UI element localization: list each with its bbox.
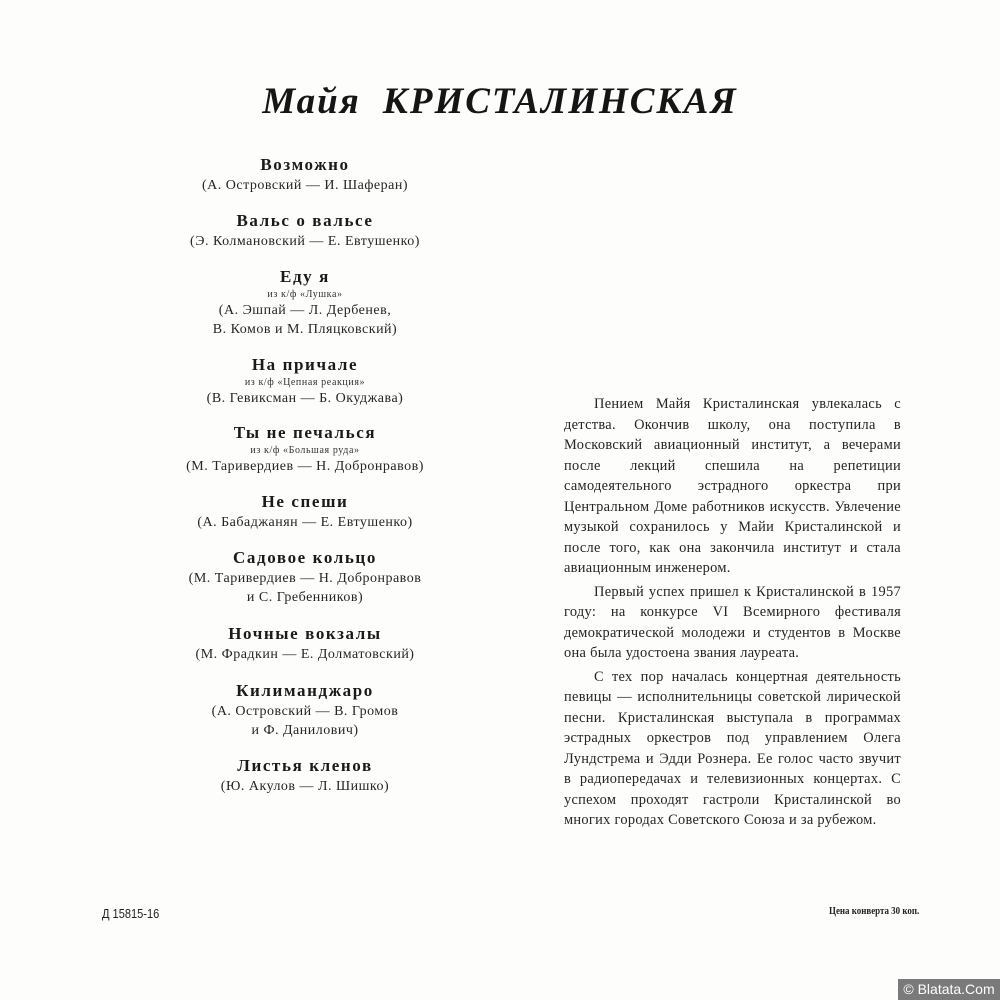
track-film-source: из к/ф «Цепная реакция» xyxy=(244,377,366,388)
track-credits: (А. Островский — В. Громов xyxy=(211,704,399,719)
artist-last-name: КРИСТАЛИНСКАЯ xyxy=(382,81,738,122)
bio-paragraph: Первый успех пришел к Кристалинской в 1957 году: на конкурсе VI Всемирного фестиваля демократической молодежи и студентов в Москве она была удостоена звания лауреата. xyxy=(564,583,901,661)
track-credits: (А. Бабаджанян — Е. Евтушенко) xyxy=(197,515,413,530)
track-title: Ночные вокзалы xyxy=(228,624,382,643)
track-title: Не спеши xyxy=(261,492,349,511)
track-item xyxy=(170,491,440,532)
track-credits: (А. Островский — И. Шаферан) xyxy=(201,178,408,193)
track-item xyxy=(170,210,440,251)
track-credits: (Ю. Акулов — Л. Шишко) xyxy=(220,779,390,794)
track-credits: (В. Гевиксман — Б. Окуджава) xyxy=(206,391,404,406)
track-credits: (М. Фрадкин — Е. Долматовский) xyxy=(195,647,415,662)
track-credits: (А. Эшпай — Л. Дербенев, xyxy=(218,303,392,318)
bio-paragraph: Пением Майя Кристалинская увлекалась с детства. Окончив школу, она поступила в Московский авиационный институт, а вечерами после лекций спешила на репетиции самодеятельного эстрадного оркестра при Центральном Доме работников искусств. Увлечение музыкой сохранилось у Майи Кристалинской и после того, как она закончила институт и стала авиационным инженером. xyxy=(564,396,901,576)
track-item xyxy=(170,422,440,476)
track-item xyxy=(170,154,440,195)
track-title: На причале xyxy=(251,355,359,374)
track-item xyxy=(170,547,440,607)
biography xyxy=(564,394,901,834)
watermark[interactable]: © Blatata.Com xyxy=(898,979,1000,1000)
bio-paragraph: С тех пор началась концертная деятельность певицы — исполнительницы советской лирической песни. Кристалинская выступала в программах эстрадных оркестров под управлением Олега Лундстрема и Эдди Рознера. Ее голос часто звучит в радиопередачах и телевизионных концертах. С успехом проходят гастроли Кристалинской во многих городах Советского Союза и за рубежом. xyxy=(564,668,901,828)
track-title: Еду я xyxy=(280,267,330,286)
track-item xyxy=(170,680,440,740)
track-credits: и С. Гребенников) xyxy=(246,590,364,605)
track-credits: и Ф. Данилович) xyxy=(251,723,359,738)
track-list xyxy=(170,154,440,796)
track-title: Ты не печалься xyxy=(233,423,377,442)
track-item xyxy=(170,623,440,664)
track-item xyxy=(170,266,440,339)
sleeve-price: Цена конверта 30 коп. xyxy=(829,906,920,917)
track-film-source: из к/ф «Большая руда» xyxy=(250,445,360,456)
track-credits: (Э. Колмановский — Е. Евтушенко) xyxy=(190,234,420,249)
artist-first-name: Майя xyxy=(262,81,361,122)
track-title: Вальс о вальсе xyxy=(236,211,374,230)
track-film-source: из к/ф «Лушка» xyxy=(267,289,343,300)
track-item xyxy=(170,354,440,408)
catalog-number: Д 15815-16 xyxy=(102,906,160,921)
track-title: Садовое кольцо xyxy=(233,548,377,567)
page-title xyxy=(0,80,1000,123)
track-credits: (М. Таривердиев — Н. Добронравов xyxy=(188,571,422,586)
track-item xyxy=(170,755,440,796)
track-title: Возможно xyxy=(260,155,350,174)
track-title: Листья кленов xyxy=(237,756,373,775)
track-title: Килиманджаро xyxy=(236,681,374,700)
track-credits: В. Комов и М. Пляцковский) xyxy=(212,322,398,337)
track-credits: (М. Таривердиев — Н. Добронравов) xyxy=(186,459,424,474)
